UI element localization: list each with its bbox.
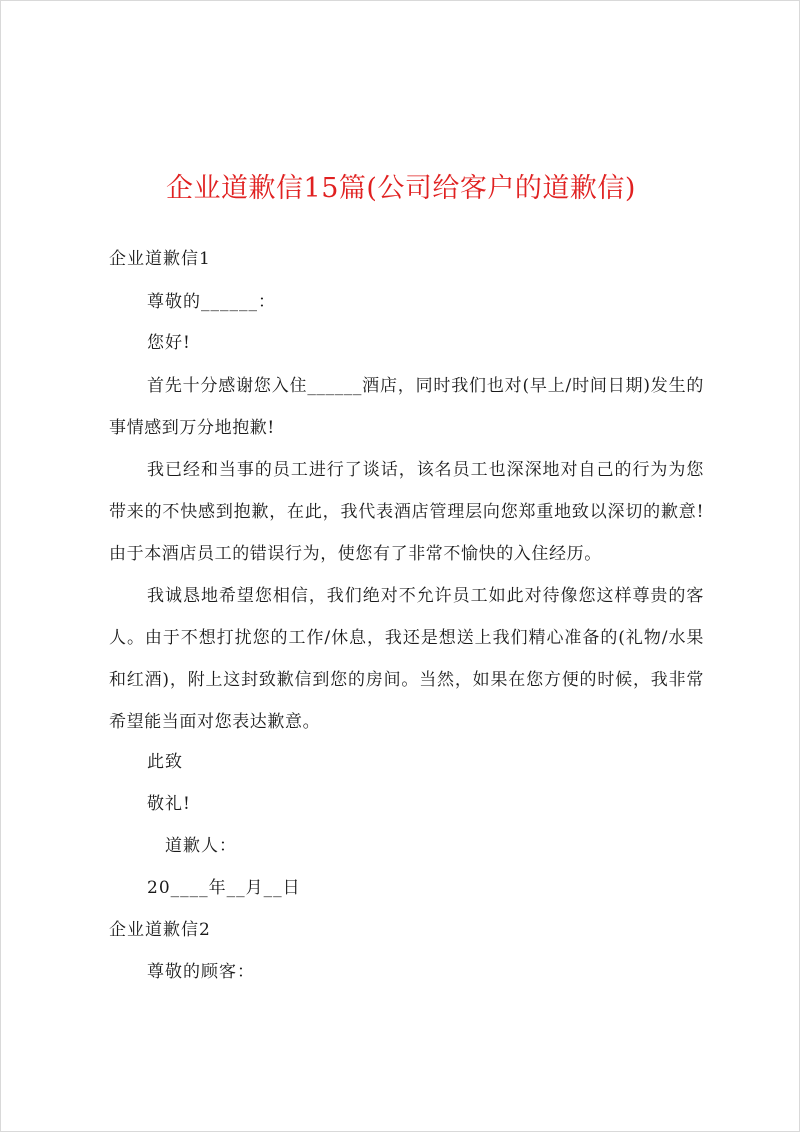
letter-1-heading: 企业道歉信1 [109,249,211,269]
letter-1-closing-1: 此致 [147,752,183,772]
letter-1-paragraph-2 [109,449,704,575]
letter-1-salutation: 尊敬的______： [147,292,276,312]
letter-1-paragraph-1 [109,365,704,449]
letter-1-paragraph-3 [109,575,704,743]
letter-2-salutation: 尊敬的顾客： [147,962,255,982]
letter-1-paragraph-3-text: 我诚恳地希望您相信，我们绝对不允许员工如此对待像您这样尊贵的客人。由于不想打扰您的工作/休息，我还是想送上我们精心准备的(礼物/水果和红酒)，附上这封致歉信到您的房间。当然，如果在您方便的时候，我非常希望能当面对您表达歉意。 [109,586,704,732]
letter-2-heading: 企业道歉信2 [109,920,211,940]
letter-1-paragraph-2-text: 我已经和当事的员工进行了谈话，该名员工也深深地对自己的行为为您带来的不快感到抱歉，在此，我代表酒店管理层向您郑重地致以深切的歉意!由于本酒店员工的错误行为，使您有了非常不愉快的入住经历。 [109,460,704,564]
document-title: 企业道歉信15篇(公司给客户的道歉信) [166,173,636,204]
letter-1-paragraph-1-text: 首先十分感谢您入住______酒店，同时我们也对(早上/时间日期)发生的事情感到万分地抱歉! [109,376,704,438]
letter-1-signer: 道歉人： [165,836,237,856]
letter-1-closing-2: 敬礼! [147,794,191,814]
letter-1-date: 20____年__月__日 [147,878,301,898]
letter-1-greeting: 您好! [147,333,191,353]
